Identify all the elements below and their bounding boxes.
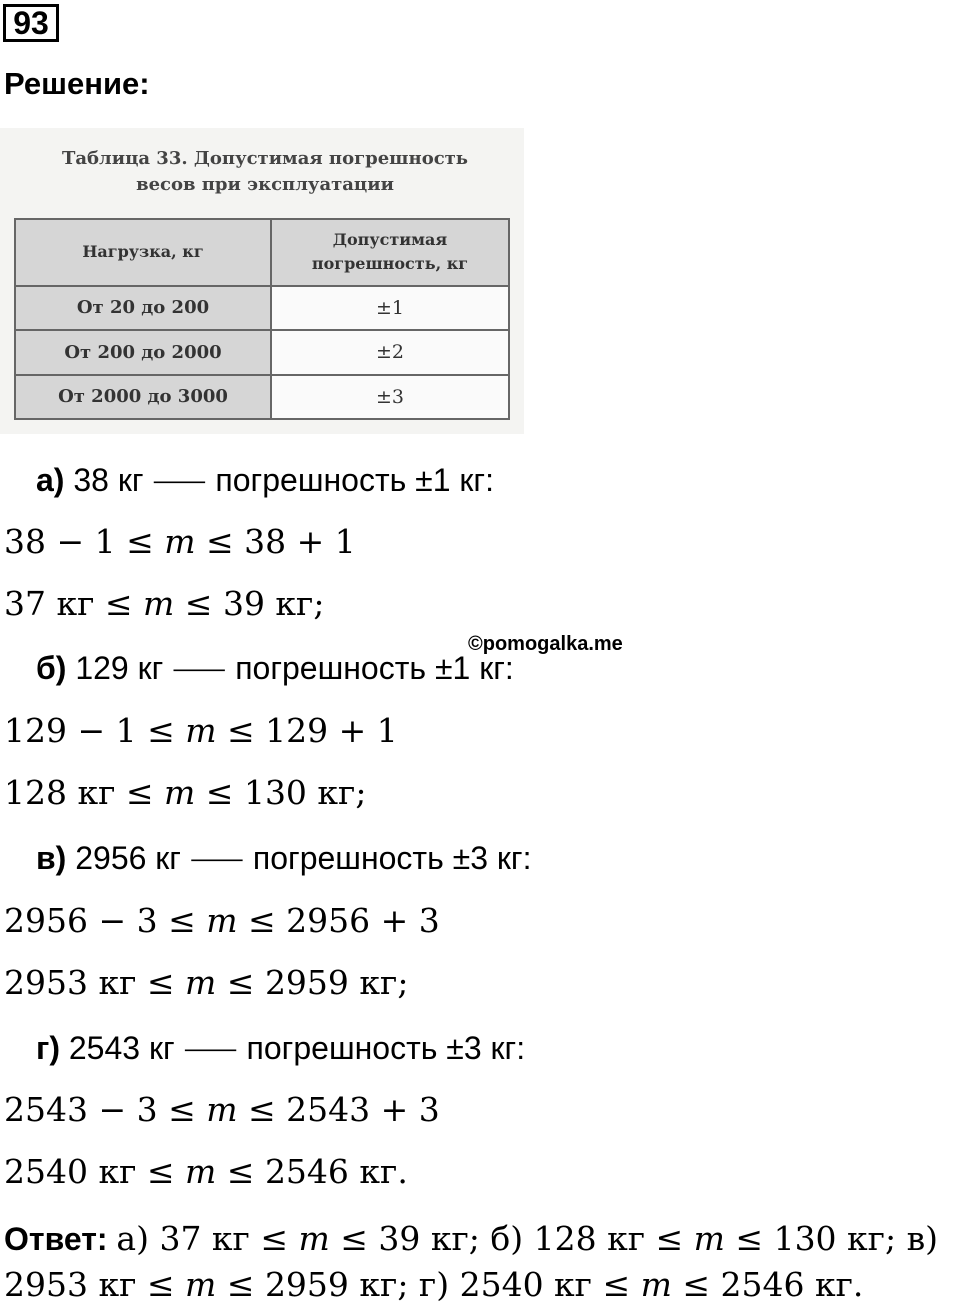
part-statement: 2956 кг ⸺ погрешность ±3 кг:	[75, 840, 532, 876]
table-row	[15, 375, 509, 419]
answer-block	[4, 1216, 960, 1308]
header-tolerance	[271, 219, 509, 286]
part-d-statement	[36, 1028, 525, 1068]
problem-number: 93	[3, 4, 59, 42]
part-b-statement	[36, 648, 514, 688]
cell-tolerance: ±3	[271, 375, 509, 419]
tolerance-table	[14, 218, 510, 420]
part-b-inequality: 129 − 1 ≤ 𝑚 ≤ 129 + 1	[4, 711, 398, 750]
part-statement: 129 кг ⸺ погрешность ±1 кг:	[75, 650, 514, 686]
answer-line1	[4, 1216, 960, 1262]
table-caption-line2: весов при эксплуатации	[136, 174, 394, 195]
table-caption-line1: Таблица 33. Допустимая погрешность	[61, 148, 469, 169]
part-label: в)	[36, 840, 67, 876]
part-statement: 2543 кг ⸺ погрешность ±3 кг:	[68, 1030, 526, 1066]
cell-load: От 200 до 2000	[15, 330, 271, 374]
header-load: Нагрузка, кг	[15, 219, 271, 286]
cell-load: От 20 до 200	[15, 286, 271, 330]
answer-text-line2: 2953 кг ≤ 𝑚 ≤ 2959 кг; г) 2540 кг ≤ 𝑚 ≤ 2546 кг.	[4, 1265, 864, 1304]
header-tolerance-line1: Допустимая	[332, 230, 448, 250]
table-header-row	[15, 219, 509, 286]
part-label: а)	[36, 462, 65, 498]
part-c-result: 2953 кг ≤ 𝑚 ≤ 2959 кг;	[4, 963, 409, 1002]
answer-label: Ответ:	[4, 1221, 108, 1257]
table-row	[15, 286, 509, 330]
part-label: б)	[36, 650, 67, 686]
part-c-statement	[36, 838, 531, 878]
part-statement: 38 кг ⸺ погрешность ±1 кг:	[73, 462, 494, 498]
part-b-result: 128 кг ≤ 𝑚 ≤ 130 кг;	[4, 773, 367, 812]
table-row	[15, 330, 509, 374]
watermark: ©pomogalka.me	[468, 633, 623, 655]
cell-tolerance: ±2	[271, 330, 509, 374]
cell-load: От 2000 до 3000	[15, 375, 271, 419]
cell-tolerance: ±1	[271, 286, 509, 330]
part-d-inequality: 2543 − 3 ≤ 𝑚 ≤ 2543 + 3	[4, 1090, 440, 1129]
part-c-inequality: 2956 − 3 ≤ 𝑚 ≤ 2956 + 3	[4, 901, 440, 940]
part-label: г)	[36, 1030, 60, 1066]
header-tolerance-line2: погрешность, кг	[311, 254, 469, 274]
solution-heading: Решение:	[4, 66, 150, 101]
part-a-statement	[36, 460, 494, 500]
part-a-result: 37 кг ≤ 𝑚 ≤ 39 кг;	[4, 584, 325, 623]
part-d-result: 2540 кг ≤ 𝑚 ≤ 2546 кг.	[4, 1152, 408, 1191]
table-caption	[30, 146, 500, 198]
answer-text-line1: а) 37 кг ≤ 𝑚 ≤ 39 кг; б) 128 кг ≤ 𝑚 ≤ 130 кг; в)	[116, 1219, 939, 1258]
part-a-inequality: 38 − 1 ≤ 𝑚 ≤ 38 + 1	[4, 522, 356, 561]
